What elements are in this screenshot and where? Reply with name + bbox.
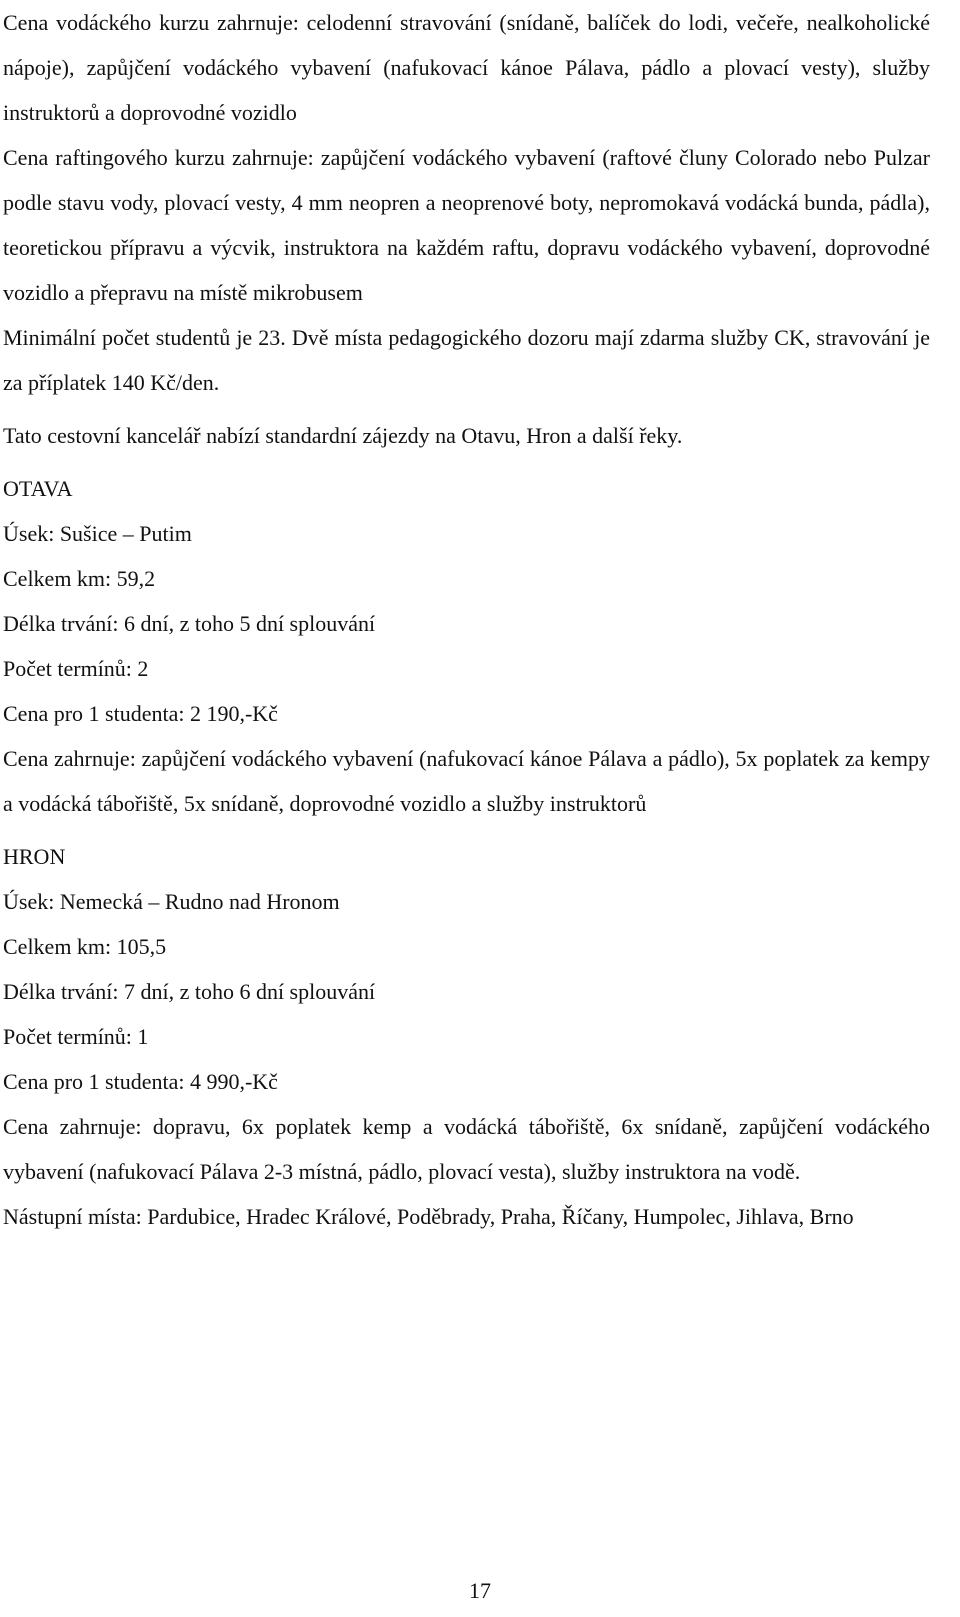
hron-price: Cena pro 1 studenta: 4 990,-Kč	[3, 1069, 278, 1094]
canoe-course-includes: Cena vodáckého kurzu zahrnuje: celodenní stravování (snídaně, balíček do lodi, večeře, nealkoholické nápoje), zapůjčení vodáckého vybavení (nafukovací kánoe Pálava, pádlo a plovací vesty), služby instruktorů a doprovodné vozidlo	[3, 10, 930, 125]
hron-boarding-points: Nástupní místa: Pardubice, Hradec Králové, Poděbrady, Praha, Říčany, Humpolec, Jihlava, Brno	[3, 1204, 854, 1229]
minimum-students-note: Minimální počet studentů je 23. Dvě místa pedagogického dozoru mají zdarma služby CK, stravování je za příplatek 140 Kč/den.	[3, 325, 930, 395]
hron-terms: Počet termínů: 1	[3, 1024, 149, 1049]
otava-title: OTAVA	[3, 476, 73, 501]
hron-route: Úsek: Nemecká – Rudno nad Hronom	[3, 889, 340, 914]
otava-price: Cena pro 1 studenta: 2 190,-Kč	[3, 701, 278, 726]
hron-section	[3, 834, 930, 1239]
page-number: 17	[469, 1578, 491, 1603]
hron-total-km: Celkem km: 105,5	[3, 934, 167, 959]
rafting-course-includes: Cena raftingového kurzu zahrnuje: zapůjčení vodáckého vybavení (raftové čluny Colorado nebo Pulzar podle stavu vody, plovací vesty, 4 mm neopren a neoprenové boty, nepromokavá vodácká bunda, pádla), teoretickou přípravu a výcvik, instruktora na každém raftu, dopravu vodáckého vybavení, doprovodné vozidlo a přepravu na místě mikrobusem	[3, 145, 930, 305]
otava-includes: Cena zahrnuje: zapůjčení vodáckého vybavení (nafukovací kánoe Pálava a pádlo), 5x poplatek za kempy a vodácká tábořiště, 5x snídaně, doprovodné vozidlo a služby instruktorů	[3, 746, 930, 816]
hron-includes: Cena zahrnuje: dopravu, 6x poplatek kemp a vodácká tábořiště, 6x snídaně, zapůjčení vodáckého vybavení (nafukovací Pálava 2-3 místná, pádlo, plovací vesta), služby instruktora na vodě.	[3, 1114, 930, 1184]
page-content	[3, 0, 930, 1239]
otava-route: Úsek: Sušice – Putim	[3, 521, 192, 546]
otava-section	[3, 466, 930, 826]
agency-offer: Tato cestovní kancelář nabízí standardní zájezdy na Otavu, Hron a další řeky.	[3, 423, 683, 448]
otava-total-km: Celkem km: 59,2	[3, 566, 156, 591]
hron-duration: Délka trvání: 7 dní, z toho 6 dní splouvání	[3, 979, 376, 1004]
otava-duration: Délka trvání: 6 dní, z toho 5 dní splouvání	[3, 611, 376, 636]
otava-terms: Počet termínů: 2	[3, 656, 149, 681]
hron-title: HRON	[3, 844, 66, 869]
